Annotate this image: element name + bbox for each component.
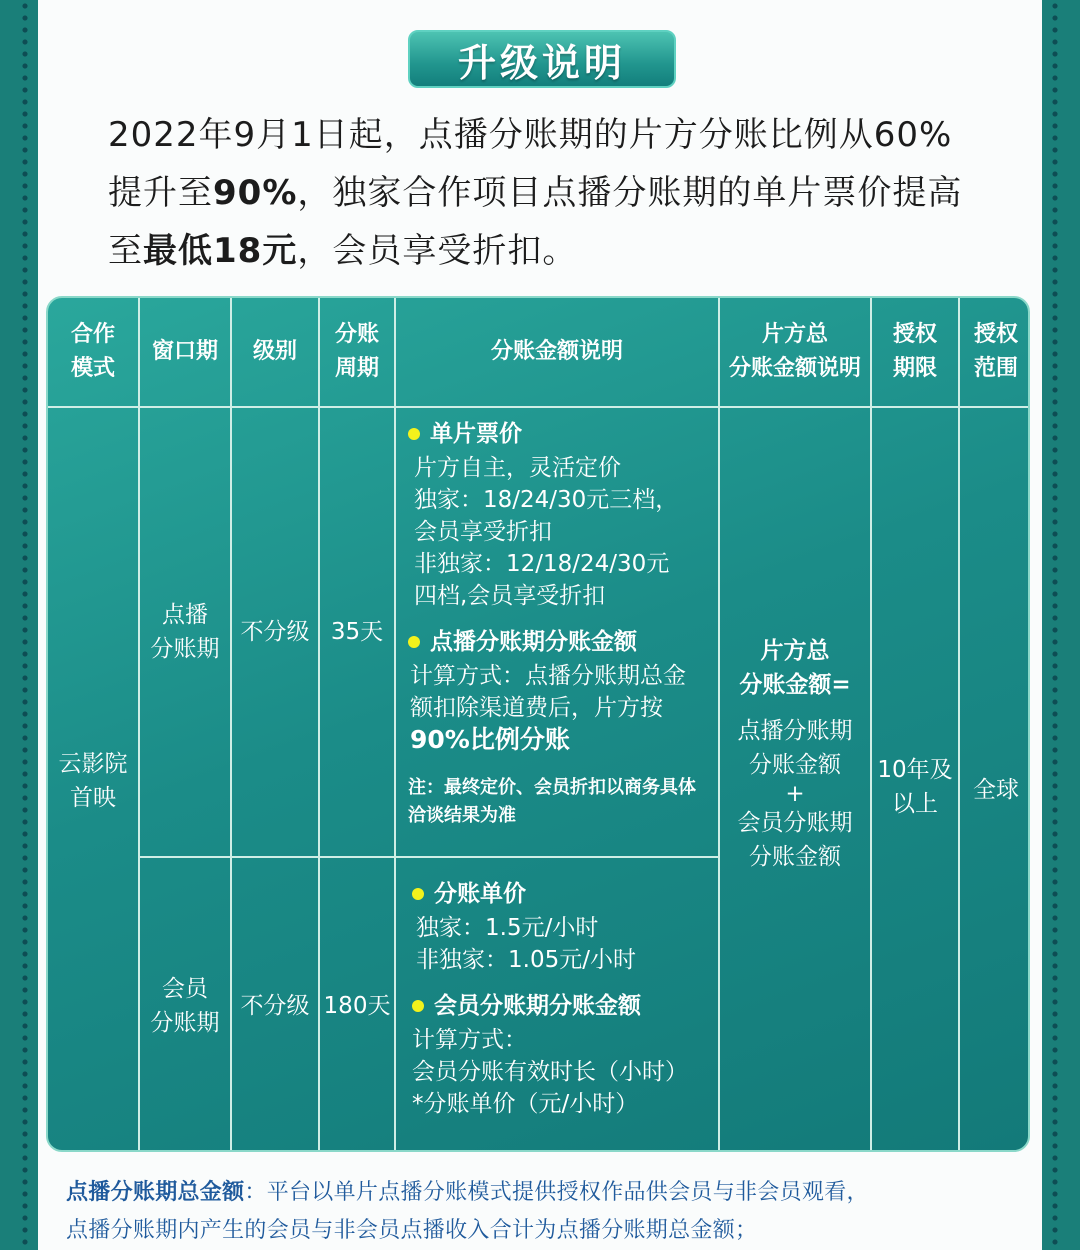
col-divider (958, 298, 960, 1152)
left-dot-border (20, 0, 30, 1250)
desc-line-bold: 90%比例分账 (410, 725, 570, 754)
header-term: 授权 期限 (892, 322, 937, 381)
bullet-dot-icon (408, 428, 420, 440)
bullet-title: 会员分账期分账金额 (412, 990, 718, 1022)
footer-note (66, 1174, 1026, 1250)
note-line: 注：最终定价、会员折扣以商务具体 (408, 777, 696, 798)
cell-window-member: 会员 分账期 (150, 976, 220, 1036)
cell-scope: 全球 (973, 777, 1019, 803)
desc-line: 会员分账有效时长（小时） (412, 1059, 688, 1085)
section-title: 升级说明 (408, 30, 676, 88)
desc-line: 独家：1.5元/小时 (416, 915, 599, 941)
cell-desc-vod (408, 418, 718, 848)
note-line: 洽谈结果为准 (408, 805, 516, 826)
bullet-dot-icon (412, 1000, 424, 1012)
header-scope: 授权 范围 (973, 322, 1018, 381)
cell-term: 10年及 以上 (877, 757, 953, 817)
desc-line: 计算方式： (412, 1027, 527, 1053)
col-divider (394, 298, 396, 1152)
bullet-title: 分账单价 (412, 878, 718, 910)
intro-line-1: 2022年9月1日起，点播分账期的片方分账比例从60% (108, 115, 953, 155)
bullet-dot-icon (412, 888, 424, 900)
header-total: 片方总 分账金额说明 (728, 322, 861, 381)
bullet-title: 点播分账期分账金额 (408, 626, 718, 658)
desc-line: 非独家：12/18/24/30元 (414, 551, 670, 577)
footer-line-2: 点播分账期内产生的会员与非会员点播收入合计为点播分账期总金额； (66, 1218, 758, 1243)
header-period: 分账 周期 (334, 322, 379, 381)
cell-window-vod: 点播 分账期 (150, 602, 220, 662)
header-level: 级别 (252, 339, 297, 364)
cell-period-vod: 35天 (330, 619, 384, 645)
intro-highlight-ratio: 90% (213, 173, 298, 213)
desc-line: 非独家：1.05元/小时 (416, 947, 636, 973)
desc-line: 会员享受折扣 (414, 519, 552, 545)
col-divider (870, 298, 872, 1152)
intro-line-2: 提升至90%，独家合作项目点播分账期的单片票价提高 (108, 173, 963, 213)
cell-total-formula: 片方总 分账金额= 点播分账期 分账金额 + 会员分账期 分账金额 (737, 638, 853, 870)
right-dot-border (1050, 0, 1060, 1250)
header-mode: 合作 模式 (70, 322, 115, 381)
desc-line: 独家：18/24/30元三档， (414, 487, 679, 513)
header-amount-desc: 分账金额说明 (490, 339, 623, 364)
header-window: 窗口期 (151, 339, 218, 364)
bullet-title: 单片票价 (408, 418, 718, 450)
footer-line-1: 点播分账期总金额：平台以单片点播分账模式提供授权作品供会员与非会员观看， (66, 1180, 869, 1205)
cooperation-table (46, 296, 1030, 1152)
desc-line: *分账单价（元/小时） (412, 1091, 639, 1117)
intro-highlight-price: 最低18元 (143, 231, 298, 271)
bullet-dot-icon (408, 636, 420, 648)
cell-desc-member (412, 878, 718, 1148)
intro-paragraph (108, 106, 1008, 280)
footer-label: 点播分账期总金额 (66, 1180, 245, 1205)
cell-level-member: 不分级 (240, 993, 310, 1019)
desc-line: 计算方式：点播分账期总金 (410, 663, 686, 689)
intro-line-3: 至最低18元，会员享受折扣。 (108, 231, 578, 271)
cell-level-vod: 不分级 (240, 619, 310, 645)
cell-period-member: 180天 (323, 993, 391, 1019)
desc-line: 片方自主，灵活定价 (414, 455, 621, 481)
cell-mode: 云影院 首映 (58, 751, 128, 811)
desc-line: 四档,会员享受折扣 (414, 583, 606, 609)
desc-line: 额扣除渠道费后，片方按 (410, 695, 663, 721)
